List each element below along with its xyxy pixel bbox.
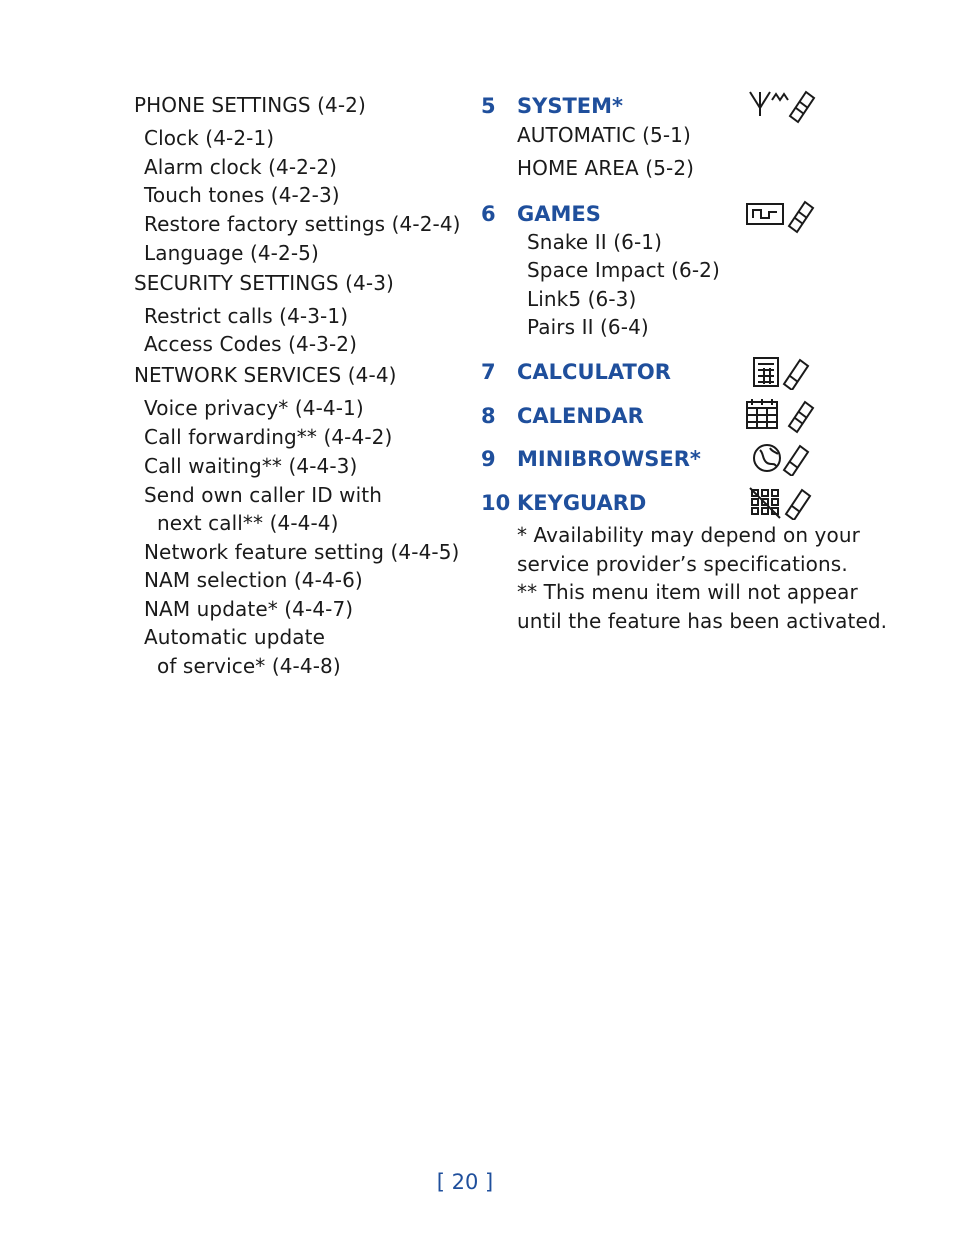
menu-number-5: 5 [481, 94, 496, 118]
section-heading-phone-settings: PHONE SETTINGS (4-2) [134, 93, 366, 117]
menu-number-10: 10 [481, 491, 511, 515]
section-heading-network-services: NETWORK SERVICES (4-4) [134, 363, 397, 387]
menu-item-call-waiting: Call waiting** (4-4-3) [144, 454, 358, 478]
keypad-phone-icon [748, 484, 814, 520]
menu-item-automatic-update: Automatic update [144, 625, 325, 649]
menu-item-send-caller-id-cont: next call** (4-4-4) [157, 511, 339, 535]
menu-item-send-caller-id: Send own caller ID with [144, 483, 382, 507]
menu-number-9: 9 [481, 447, 496, 471]
menu-title-system: SYSTEM* [517, 94, 624, 118]
menu-item-space-impact: Space Impact (6-2) [527, 258, 720, 282]
menu-item-link5: Link5 (6-3) [527, 287, 637, 311]
menu-item-snake: Snake II (6-1) [527, 230, 662, 254]
page-number: [ 20 ] [436, 1170, 494, 1194]
menu-title-calendar: CALENDAR [517, 404, 644, 428]
footnote-line: until the feature has been activated. [517, 609, 888, 633]
globe-phone-icon [752, 440, 812, 476]
menu-item-network-feature: Network feature setting (4-4-5) [144, 540, 460, 564]
menu-item-alarm-clock: Alarm clock (4-2-2) [144, 155, 338, 179]
menu-item-automatic-update-cont: of service* (4-4-8) [157, 654, 341, 678]
calendar-phone-icon [745, 396, 817, 434]
section-heading-security-settings: SECURITY SETTINGS (4-3) [134, 271, 394, 295]
menu-item-voice-privacy: Voice privacy* (4-4-1) [144, 396, 364, 420]
menu-item-clock: Clock (4-2-1) [144, 126, 275, 150]
calculator-phone-icon [752, 354, 812, 390]
menu-item-language: Language (4-2-5) [144, 241, 319, 265]
footnote-line: ** This menu item will not appear [517, 580, 858, 604]
menu-title-calculator: CALCULATOR [517, 360, 671, 384]
menu-item-automatic: AUTOMATIC (5-1) [517, 123, 691, 147]
menu-item-touch-tones: Touch tones (4-2-3) [144, 183, 340, 207]
menu-item-access-codes: Access Codes (4-3-2) [144, 332, 358, 356]
menu-item-home-area: HOME AREA (5-2) [517, 156, 695, 180]
menu-number-8: 8 [481, 404, 496, 428]
menu-item-restore-factory: Restore factory settings (4-2-4) [144, 212, 461, 236]
menu-title-minibrowser: MINIBROWSER* [517, 447, 701, 471]
snake-phone-icon [745, 196, 817, 234]
antenna-phone-icon [746, 86, 818, 124]
menu-item-call-forwarding: Call forwarding** (4-4-2) [144, 425, 393, 449]
footnote-line: * Availability may depend on your [517, 523, 860, 547]
menu-item-restrict-calls: Restrict calls (4-3-1) [144, 304, 349, 328]
menu-item-nam-update: NAM update* (4-4-7) [144, 597, 354, 621]
menu-title-keyguard: KEYGUARD [517, 491, 647, 515]
menu-title-games: GAMES [517, 202, 601, 226]
menu-number-7: 7 [481, 360, 496, 384]
footnote-line: service provider’s specifications. [517, 552, 848, 576]
menu-item-pairs: Pairs II (6-4) [527, 315, 649, 339]
menu-number-6: 6 [481, 202, 496, 226]
menu-item-nam-selection: NAM selection (4-4-6) [144, 568, 363, 592]
